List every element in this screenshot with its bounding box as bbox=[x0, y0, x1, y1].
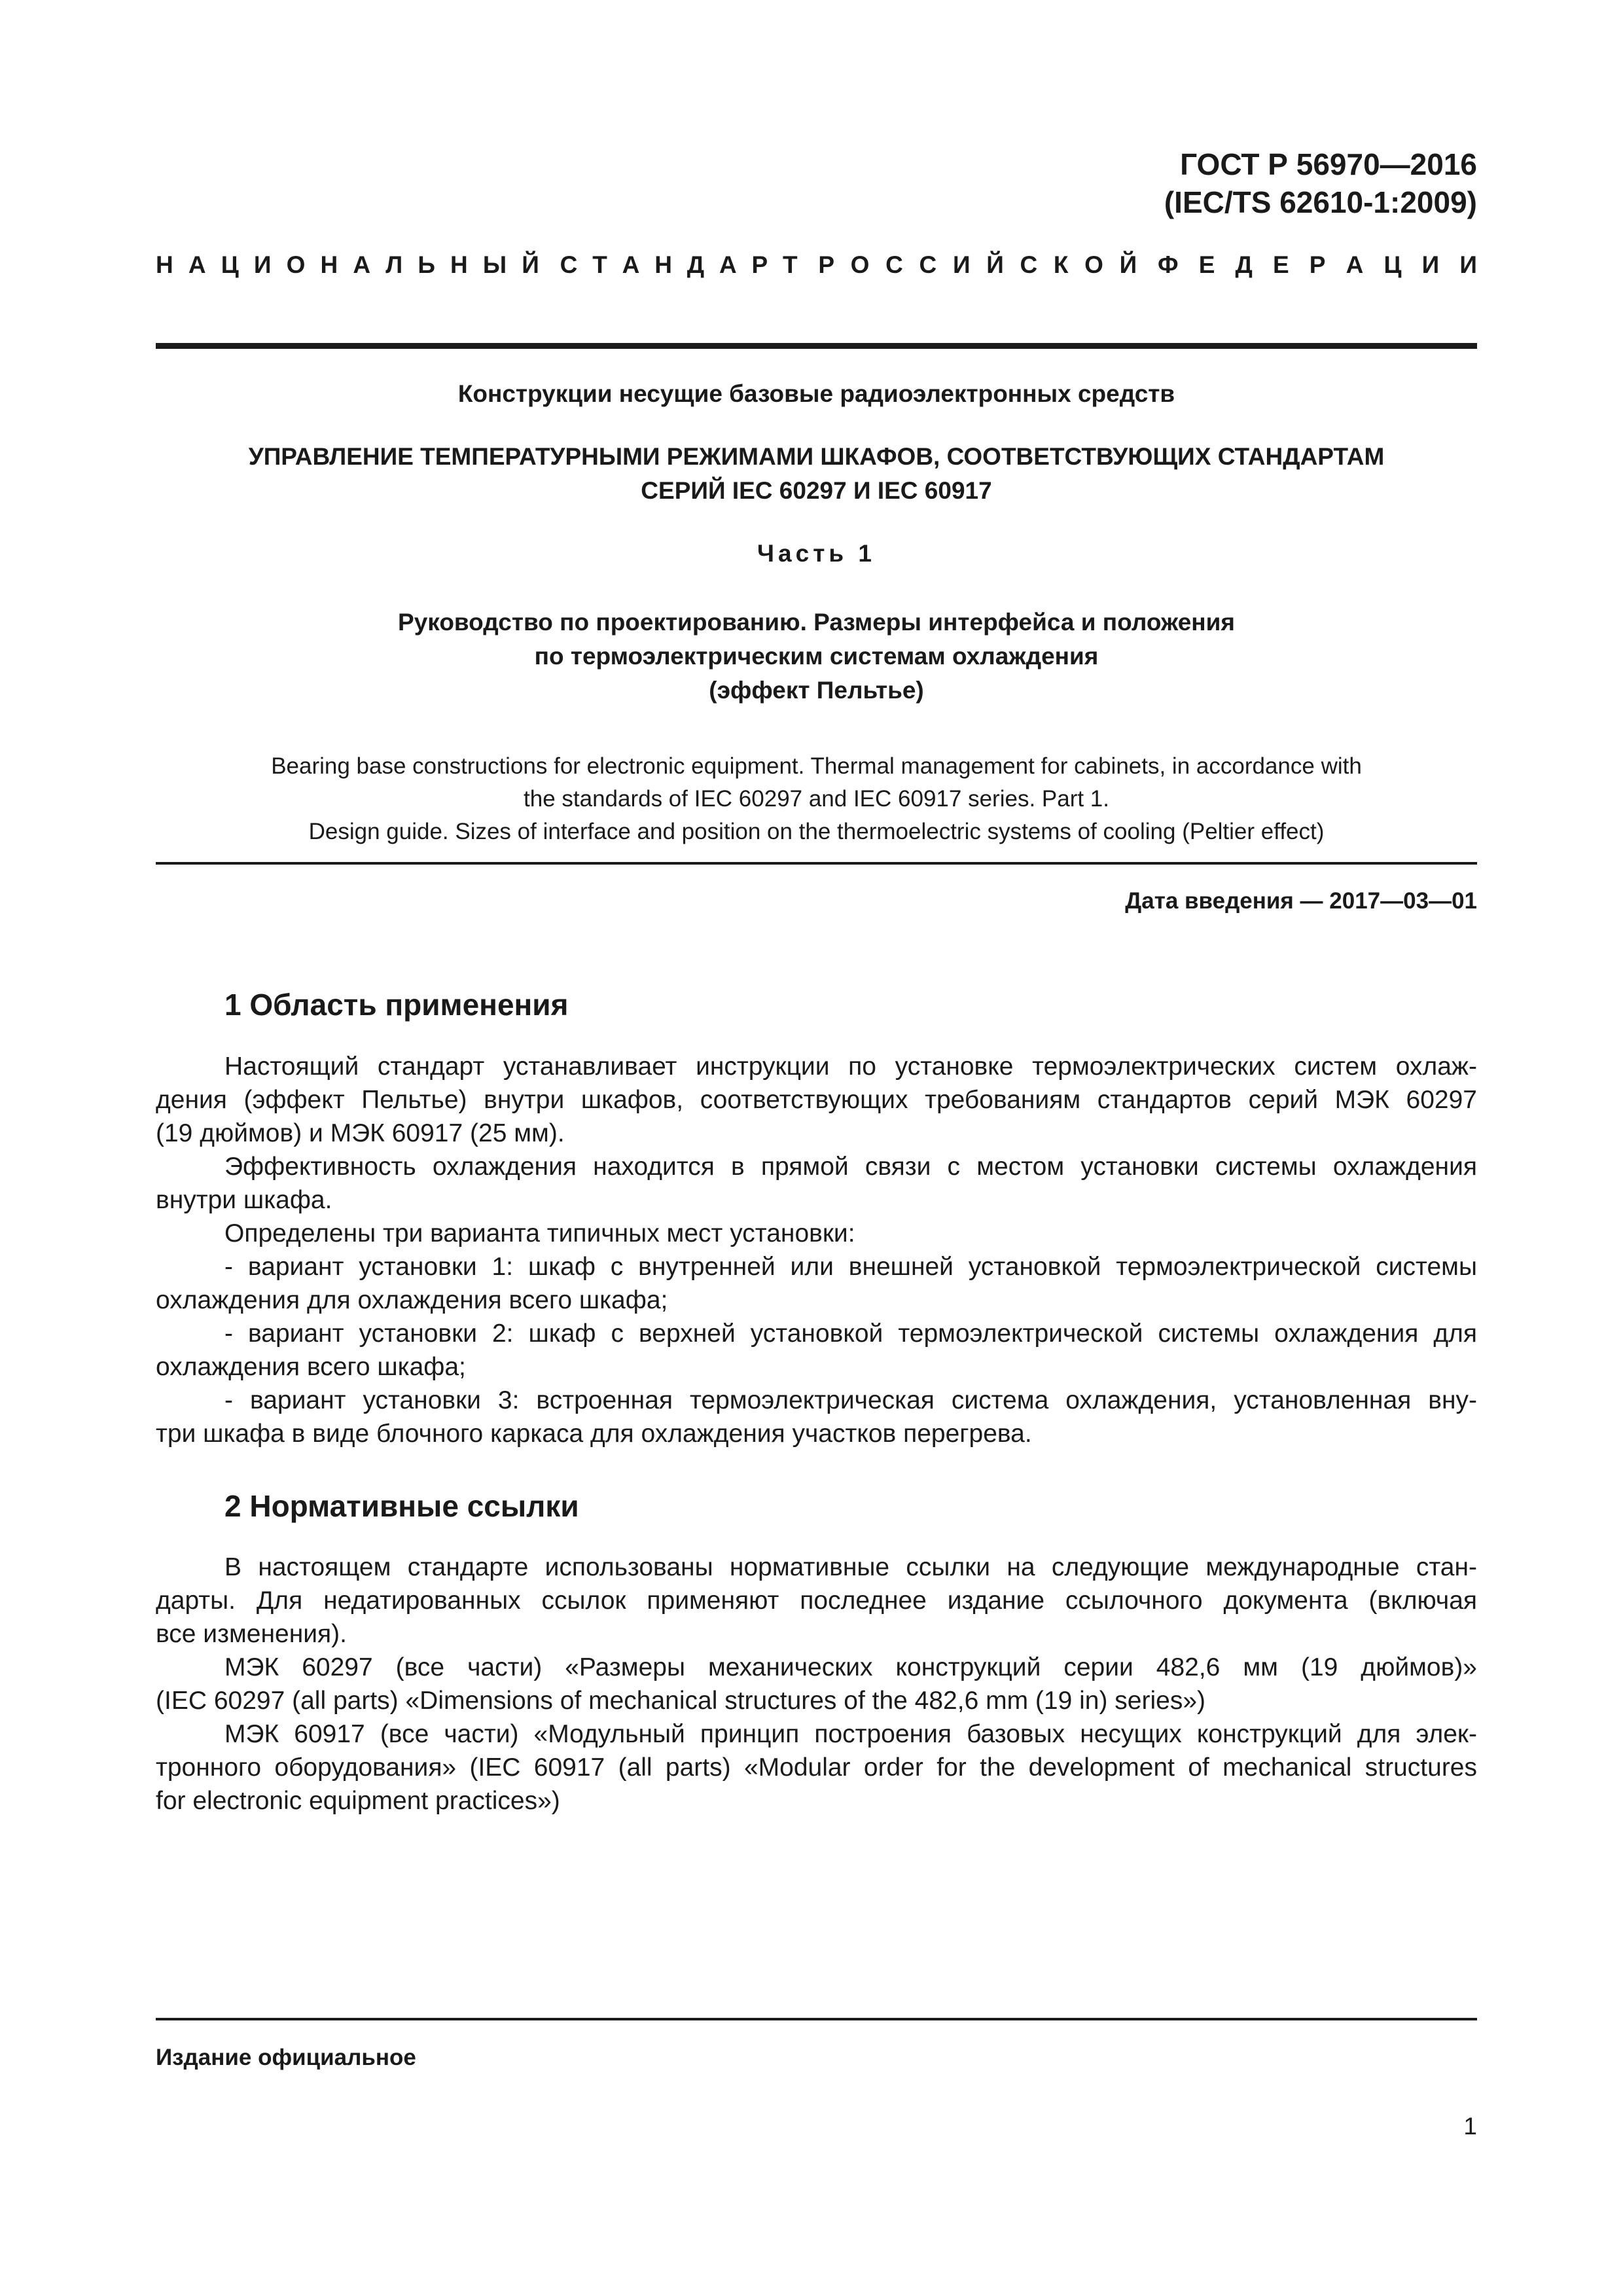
national-standard-word bbox=[560, 251, 798, 279]
heading-letter: К bbox=[1053, 251, 1069, 278]
heading-letter: Т bbox=[783, 251, 798, 278]
introduction-date: Дата введения — 2017—03—01 bbox=[1125, 888, 1477, 914]
heading-letter: Т bbox=[592, 251, 607, 278]
heading-letter: А bbox=[188, 251, 206, 278]
heading-letter: С bbox=[919, 251, 937, 278]
heading-letter: Н bbox=[156, 251, 173, 278]
heading-letter: И bbox=[253, 251, 272, 278]
heading-letter: Ь bbox=[418, 251, 435, 278]
national-standard-word bbox=[156, 251, 539, 279]
title-part: Часть 1 bbox=[757, 540, 876, 567]
heading-letter: А bbox=[719, 251, 737, 278]
edition-label: Издание официальное bbox=[156, 2045, 416, 2070]
list-item bbox=[156, 1250, 1477, 1317]
text-line: Эффективность охлаждения находится в прямой связи с местом установки системы охлаждения bbox=[224, 1153, 1477, 1181]
heading-letter: О bbox=[850, 251, 870, 278]
standard-designation bbox=[0, 145, 1477, 221]
iec-number: (IEC/TS 62610-1:2009) bbox=[1164, 185, 1477, 219]
heading-letter: Р bbox=[818, 251, 834, 278]
heading-letter: Н bbox=[450, 251, 468, 278]
title-english-line: the standards of IEC 60297 and IEC 60917 series. Part 1. bbox=[524, 786, 1109, 812]
heading-letter: Ы bbox=[482, 251, 507, 278]
heading-letter: А bbox=[1346, 251, 1364, 278]
title-subtitle-line: по термоэлектрическим системам охлаждения bbox=[534, 643, 1099, 670]
heading-letter: Д bbox=[687, 251, 705, 278]
reference-item bbox=[156, 1717, 1477, 1818]
heading-letter: Р bbox=[1309, 251, 1326, 278]
heading-letter: С bbox=[560, 251, 578, 278]
text-line: охлаждения всего шкафа; bbox=[156, 1353, 466, 1381]
heading-letter: Й bbox=[522, 251, 539, 278]
text-line: В настоящем стандарте использованы нормативные ссылки на следующие международные стан- bbox=[224, 1553, 1477, 1581]
list-item bbox=[156, 1384, 1477, 1450]
heading-letter: И bbox=[952, 251, 971, 278]
heading-letter: И bbox=[1421, 251, 1440, 278]
text-line: дения (эффект Пельтье) внутри шкафов, соответствующих требованиям стандартов серий МЭК 60297 bbox=[156, 1086, 1477, 1114]
heading-letter: Ц bbox=[1383, 251, 1402, 278]
text-line: три шкафа в виде блочного каркаса для охлаждения участков перегрева. bbox=[156, 1420, 1032, 1448]
text-line: внутри шкафа. bbox=[156, 1186, 332, 1214]
text-line: МЭК 60917 (все части) «Модульный принцип построения базовых несущих конструкций для элек- bbox=[224, 1720, 1477, 1748]
heading-letter: Й bbox=[986, 251, 1004, 278]
title-general: Конструкции несущие базовые радиоэлектронных средств bbox=[457, 380, 1175, 407]
paragraph bbox=[156, 1050, 1477, 1150]
section-1-title: 1 Область применения bbox=[224, 988, 569, 1022]
text-line: - вариант установки 1: шкаф с внутренней или внешней установкой термоэлектрической системы bbox=[224, 1253, 1477, 1281]
heading-letter: С bbox=[885, 251, 903, 278]
heading-letter: О bbox=[286, 251, 306, 278]
national-standard-word bbox=[818, 251, 1137, 279]
heading-letter: А bbox=[622, 251, 640, 278]
header-thick-rule bbox=[156, 343, 1477, 349]
heading-letter: Д bbox=[1235, 251, 1253, 278]
heading-letter: Р bbox=[751, 251, 768, 278]
text-line: дарты. Для недатированных ссылок применяют последнее издание ссылочного документа (включая bbox=[156, 1587, 1477, 1615]
text-line: for electronic equipment practices») bbox=[156, 1787, 560, 1815]
title-main-line: СЕРИЙ IEC 60297 И IEC 60917 bbox=[641, 477, 992, 504]
heading-letter: И bbox=[1459, 251, 1477, 278]
footer-rule bbox=[156, 2018, 1477, 2020]
title-english-line: Bearing base constructions for electronic equipment. Thermal management for cabinets, in accordance with bbox=[271, 753, 1362, 779]
title-bottom-rule bbox=[156, 862, 1477, 865]
title-subtitle-line: Руководство по проектированию. Размеры интерфейса и положения bbox=[398, 609, 1235, 636]
title-english bbox=[156, 750, 1477, 848]
paragraph bbox=[156, 1150, 1477, 1217]
heading-letter: Ц bbox=[221, 251, 239, 278]
text-line: (19 дюймов) и МЭК 60917 (25 мм). bbox=[156, 1119, 565, 1147]
title-subtitle-line: (эффект Пельтье) bbox=[709, 677, 924, 704]
section-2-body bbox=[156, 1551, 1477, 1818]
text-line: Настоящий стандарт устанавливает инструкции по установке термоэлектрических систем охлаж- bbox=[224, 1052, 1477, 1081]
paragraph bbox=[156, 1217, 1477, 1250]
gost-number: ГОСТ Р 56970—2016 bbox=[1180, 147, 1477, 181]
title-english-line: Design guide. Sizes of interface and position on the thermoelectric systems of cooling (Peltier effect) bbox=[308, 819, 1325, 844]
national-standard-word bbox=[1158, 251, 1477, 279]
text-line: - вариант установки 3: встроенная термоэлектрическая система охлаждения, установленная вну- bbox=[224, 1386, 1477, 1414]
text-line: МЭК 60297 (все части) «Размеры механических конструкций серии 482,6 мм (19 дюймов)» bbox=[224, 1653, 1477, 1681]
paragraph bbox=[156, 1551, 1477, 1651]
text-line: все изменения). bbox=[156, 1620, 347, 1648]
heading-letter: О bbox=[1084, 251, 1103, 278]
heading-letter: Й bbox=[1119, 251, 1137, 278]
heading-letter: Н bbox=[654, 251, 672, 278]
reference-item bbox=[156, 1651, 1477, 1717]
section-1-body bbox=[156, 1050, 1477, 1450]
title-main-line: УПРАВЛЕНИЕ ТЕМПЕРАТУРНЫМИ РЕЖИМАМИ ШКАФОВ, СООТВЕТСТВУЮЩИХ СТАНДАРТАМ bbox=[248, 443, 1385, 470]
text-line: охлаждения для охлаждения всего шкафа; bbox=[156, 1286, 668, 1314]
text-line: (IEC 60297 (all parts) «Dimensions of mechanical structures of the 482,6 mm (19 in) series») bbox=[156, 1687, 1206, 1715]
text-line: Определены три варианта типичных мест установки: bbox=[224, 1219, 855, 1247]
section-2-title: 2 Нормативные ссылки bbox=[224, 1489, 579, 1523]
text-line: - вариант установки 2: шкаф с верхней установкой термоэлектрической системы охлаждения для bbox=[224, 1319, 1477, 1348]
heading-letter: Е bbox=[1198, 251, 1215, 278]
heading-letter: Н bbox=[320, 251, 338, 278]
heading-letter: С bbox=[1020, 251, 1038, 278]
heading-letter: Л bbox=[385, 251, 403, 278]
title-subtitle bbox=[156, 605, 1477, 708]
text-line: тронного оборудования» (IEC 60917 (all parts) «Modular order for the development of mechanical structures bbox=[156, 1753, 1477, 1782]
title-main bbox=[156, 440, 1477, 508]
list-item bbox=[156, 1317, 1477, 1384]
heading-letter: Е bbox=[1272, 251, 1289, 278]
page-number: 1 bbox=[1463, 2113, 1477, 2140]
heading-letter: Ф bbox=[1157, 251, 1179, 278]
heading-letter: А bbox=[353, 251, 371, 278]
national-standard-heading bbox=[156, 251, 1477, 279]
